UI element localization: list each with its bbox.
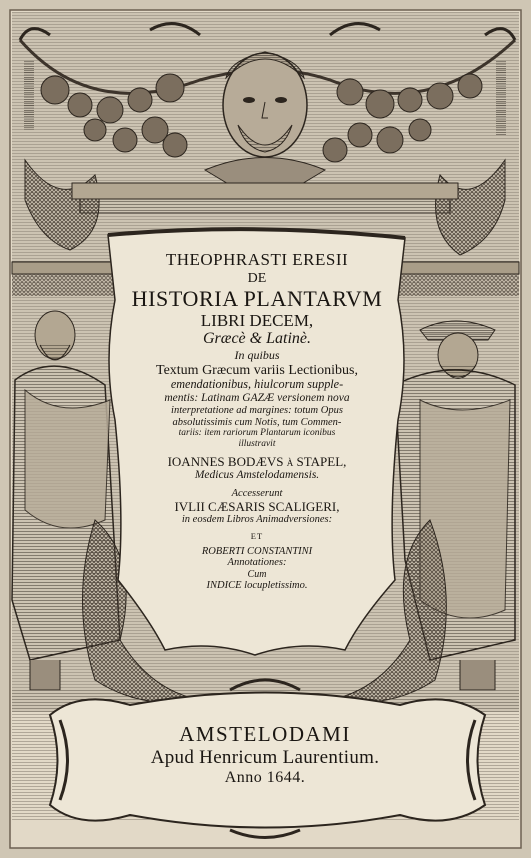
editor-name: IOANNES BODÆVS à STAPEL, — [167, 453, 347, 469]
description-line-4: interpretatione ad margines: totum Opus — [171, 404, 343, 416]
constantini-name: ROBERTI CONSTANTINI — [201, 545, 313, 557]
languages-line: Græcè & Latinè. — [203, 330, 311, 348]
author-line: THEOPHRASTI ERESII — [165, 250, 349, 269]
editor-role: Medicus Amstelodamensis. — [194, 469, 320, 482]
de-line: DE — [247, 271, 267, 287]
accesserunt-line: Accesserunt — [231, 488, 283, 500]
scaliger-name: IVLII CÆSARIS SCALIGERI, — [174, 498, 340, 514]
annotationes-line: Annotationes: — [227, 557, 287, 569]
books-line: LIBRI DECEM, — [200, 311, 314, 331]
et-line: ET — [250, 531, 264, 542]
imprint-city: AMSTELODAMI — [179, 722, 351, 746]
title-text — [112, 250, 402, 592]
description-line-2: emendationibus, hiulcorum supple- — [170, 377, 344, 392]
description-line-5: absolutissimis cum Notis, tum Commen- — [172, 416, 342, 428]
description-line-7: illustravit — [238, 439, 276, 450]
scaliger-line: in eosdem Libros Animadversiones: — [181, 514, 333, 526]
description-line-1: Textum Græcum variis Lectionibus, — [156, 362, 358, 378]
in-quibus-line: In quibus — [234, 348, 280, 363]
imprint-publisher: Apud Henricum Laurentium. — [150, 746, 380, 768]
description-line-6: tariis: item rariorum Plantarum iconibus — [178, 428, 336, 439]
cum-line: Cum — [247, 569, 267, 581]
work-title: HISTORIA PLANTARVM — [131, 285, 383, 311]
indice-line: INDICE locupletissimo. — [206, 580, 308, 592]
description-line-3: mentis: Latinam GAZÆ versionem nova — [164, 392, 350, 405]
imprint-year: Anno 1644. — [224, 769, 306, 787]
imprint-text — [70, 722, 460, 788]
